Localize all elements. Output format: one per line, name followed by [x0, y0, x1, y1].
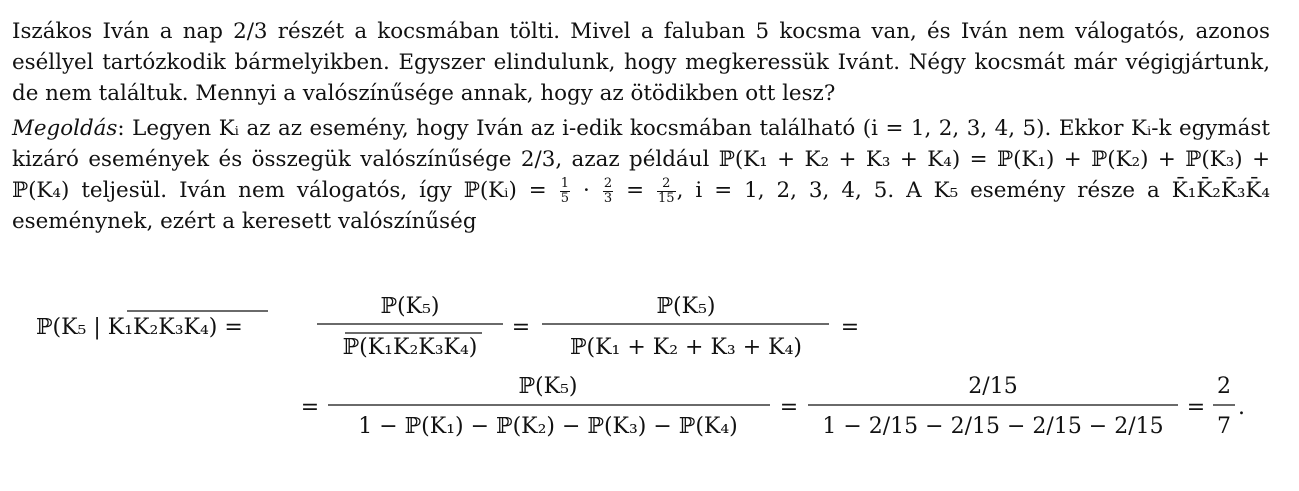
document-body — [12, 16, 1270, 237]
solution-text-before: : Legyen Kᵢ az az esemény, hogy Iván az i-edik kocsmában található (i = 1, 2, 3, 4, 5). Ekkor Kᵢ-k egymást kizáró események és összegük valószínűsége 2/3, azaz például ℙ(K₁ + K₂ + K₃ + K₄) = ℙ(K₁) + ℙ(K₂) + ℙ(K₃) + ℙ(K₄) teljesül. Iván nem válogatós, így ℙ(Kᵢ) = — [12, 116, 1270, 203]
equals-sign: = — [614, 178, 657, 203]
equals-3: = — [300, 395, 320, 420]
fraction-two-fifteenths: $\frac{2}{15}$ — [658, 175, 675, 206]
fraction4-numerator: 2/15 — [968, 374, 1018, 399]
fraction-one-fifth: $\frac{1}{5}$ — [560, 175, 570, 206]
problem-statement — [12, 16, 1270, 109]
equals-2: = — [840, 315, 860, 340]
result-denominator: 7 — [1217, 414, 1231, 439]
fraction3-denominator: 1 − ℙ(K₁) − ℙ(K₂) − ℙ(K₃) − ℙ(K₄) — [358, 414, 738, 439]
problem-text: Iszákos Iván a nap 2/3 részét a kocsmában tölti. Mivel a faluban 5 kocsma van, és Iván nem válogatós, azonos eséllyel tartózkodik bármelyikben. Egyszer elindulunk, hogy megkeressük Ivánt. Négy kocsmát már végigjártunk, de nem találtuk. Mennyi a valószínűsége annak, hogy az ötödikben ott lesz? — [12, 19, 1270, 106]
equals-5: = — [1186, 395, 1206, 420]
fraction2-denominator: ℙ(K₁ + K₂ + K₃ + K₄) — [570, 335, 802, 360]
result-numerator: 2 — [1217, 374, 1231, 399]
equals-1: = — [511, 315, 531, 340]
multiply-dot: · — [571, 178, 602, 203]
equals-4: = — [779, 395, 799, 420]
fraction3-numerator: ℙ(K₅) — [518, 374, 578, 399]
fraction1-denominator: ℙ(K₁K₂K₃K₄) — [342, 335, 478, 360]
fraction1-numerator: ℙ(K₅) — [380, 294, 440, 319]
fraction2-numerator: ℙ(K₅) — [656, 294, 716, 319]
solution-text-after: , i = 1, 2, 3, 4, 5. A K₅ esemény része a K̄₁K̄₂K̄₃K̄₄ eseménynek, ezért a keresett valószínűség — [12, 178, 1270, 234]
final-period: . — [1238, 395, 1245, 420]
fraction-two-thirds: $\frac{2}{3}$ — [603, 175, 613, 206]
fraction4-denominator: 1 − 2/15 − 2/15 − 2/15 − 2/15 — [822, 414, 1164, 439]
solution-paragraph — [12, 113, 1270, 237]
solution-label: Megoldás — [12, 116, 118, 141]
conditional-probability-lhs: ℙ(K₅ | K₁K₂K₃K₄) = — [36, 315, 243, 340]
